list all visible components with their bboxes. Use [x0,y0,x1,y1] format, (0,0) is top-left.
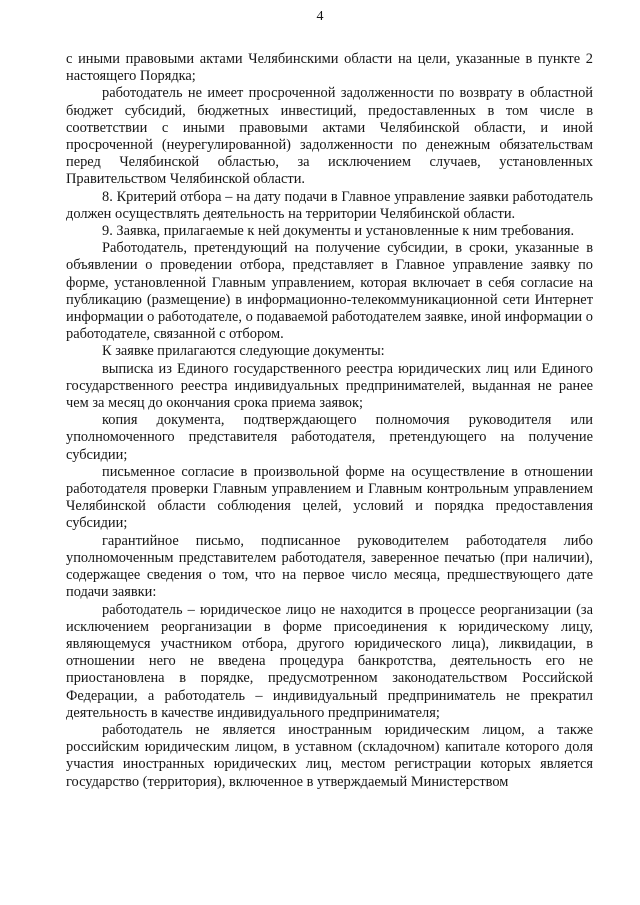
paragraph-application-form: Работодатель, претендующий на получение субсидии, в сроки, указанные в объявлении о проведении отбора, представляет в Главное управление заявку по форме, установленной Главным управлением, которая включает в себя согласие на публикацию (размещение) в информационно-телекоммуникационной сети Интернет информации о работодателе, о подаваемой работодателем заявке, иной информации о работодателе, связанной с отбором. [66,240,593,343]
paragraph-registry-extract: выписка из Единого государственного реестра юридических лиц или Единого государственного реестра индивидуальных предпринимателей, выданная не ранее чем за месяц до окончания срока приема заявок; [66,360,593,412]
paragraph-continuation: с иными правовыми актами Челябинскими области на цели, указанные в пункте 2 настоящего Порядка; [66,51,593,85]
paragraph-not-foreign-entity: работодатель не является иностранным юридическим лицом, а также российским юридическим лицом, в уставном (складочном) капитале которого доля участия иностранных юридических лиц, местом регистрации которых является государство (территория), включенное в утверждаемый Министерством [66,721,593,790]
paragraph-documents-intro: К заявке прилагаются следующие документы: [102,343,385,360]
paragraph-application-heading: 9. Заявка, прилагаемые к ней документы и установленные к ним требования. [102,223,575,240]
page-number: 4 [316,9,324,24]
paragraph-selection-criterion: 8. Критерий отбора – на дату подачи в Главное управление заявки работодатель должен осуществлять деятельность на территории Челябинской области. [66,188,593,222]
document-body [66,51,593,791]
paragraph-no-reorganization: работодатель – юридическое лицо не находится в процессе реорганизации (за исключением реорганизации в форме присоединения к юридическому лицу, являющемуся участником отбора, другого юридического лица), ликвидации, в отношении него не введена процедура банкротства, деятельность его не приостановлена в порядке, предусмотренном законодательством Российской Федерации, а работодатель – индивидуальный предприниматель не прекратил деятельность в качестве индивидуального предпринимателя; [66,601,593,721]
paragraph-no-overdue-debt: работодатель не имеет просроченной задолженности по возврату в областной бюджет субсидий, бюджетных инвестиций, предоставленных в том числе в соответствии с иными правовыми актами Челябинской области, и иной просроченной (неурегулированной) задолженности по денежным обязательствам перед Челябинской областью, за исключением случаев, установленных Правительством Челябинской области. [66,85,593,188]
paragraph-guarantee-letter: гарантийное письмо, подписанное руководителем работодателя либо уполномоченным представителем работодателя, заверенное печатью (при наличии), содержащее сведения о том, что на первое число месяца, предшествующего дате подачи заявки: [66,532,593,601]
paragraph-authority-copy: копия документа, подтверждающего полномочия руководителя или уполномоченного представителя работодателя, претендующего на получение субсидии; [66,412,593,463]
paragraph-written-consent: письменное согласие в произвольной форме на осуществление в отношении работодателя проверки Главным управлением и Главным контрольным управлением Челябинской области соблюдения целей, условий и порядка предоставления субсидии; [66,463,593,532]
